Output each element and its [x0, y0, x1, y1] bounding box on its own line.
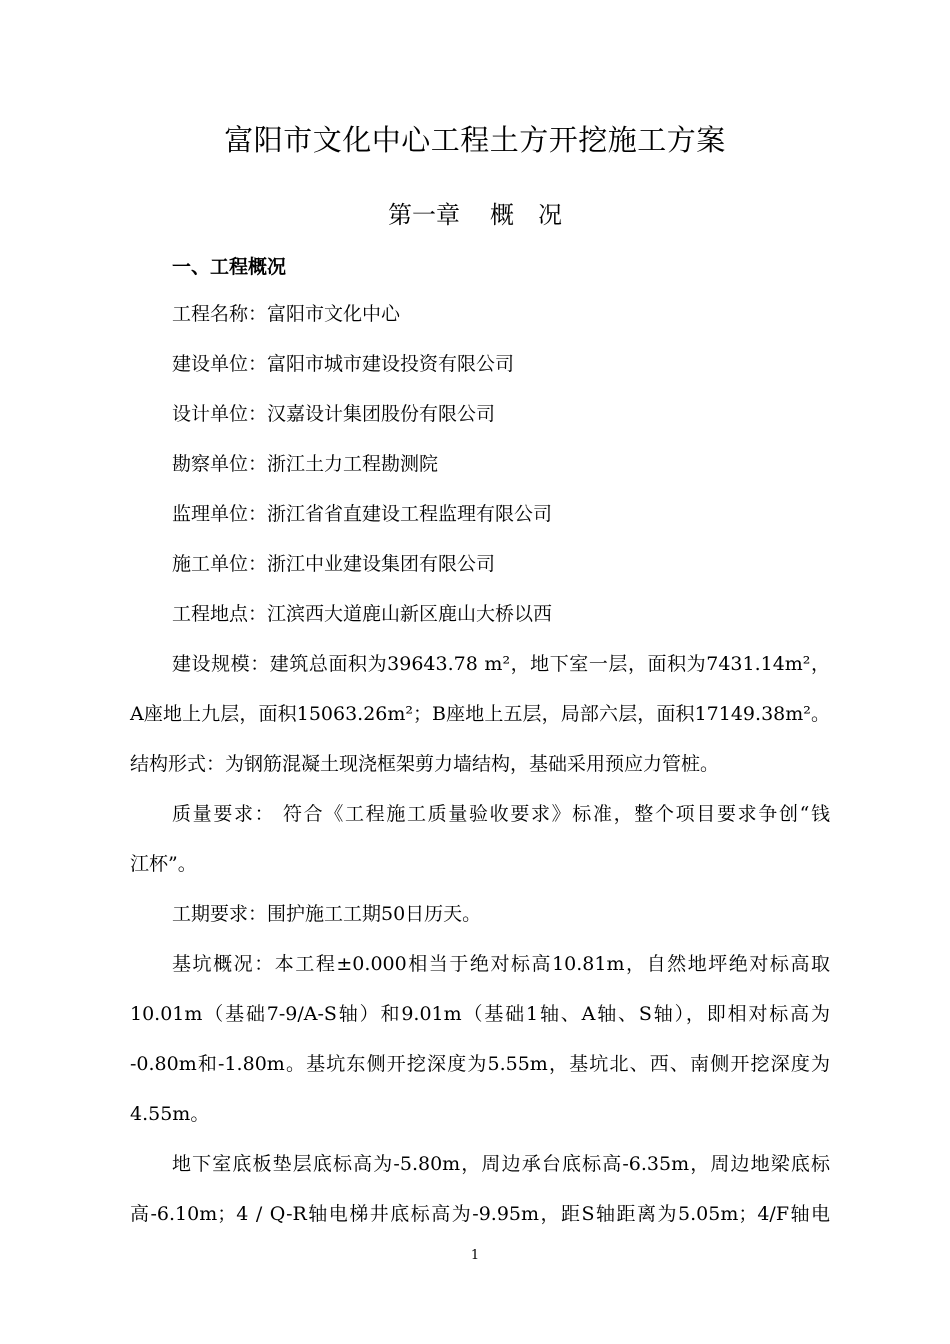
survey-line: 勘察单位：浙江土力工程勘测院 — [172, 453, 439, 475]
chapter-label: 第一章 — [388, 201, 460, 229]
chapter-heading — [0, 197, 950, 233]
document-title: 富阳市文化中心工程土方开挖施工方案 — [224, 123, 726, 157]
project-name-line: 工程名称：富阳市文化中心 — [172, 303, 401, 325]
quality-line-2: 江杯”。 — [130, 853, 197, 875]
structure-line: 结构形式：为钢筋混凝土现浇框架剪力墙结构，基础采用预应力管桩。 — [130, 753, 720, 775]
page-number: 1 — [470, 1248, 480, 1263]
contractor-line: 施工单位：浙江中业建设集团有限公司 — [172, 553, 496, 575]
client-line: 建设单位：富阳市城市建设投资有限公司 — [172, 353, 515, 375]
pit-line-1: 基坑概况：本工程±0.000相当于绝对标高10.81m，自然地坪绝对标高取 — [172, 953, 830, 975]
pit-line-4: 4.55m。 — [130, 1103, 210, 1125]
pit-line-2: 10.01m（基础7-9/A-S轴）和9.01m（基础1轴、A轴、S轴），即相对标高为 — [130, 1003, 830, 1025]
location-line: 工程地点：江滨西大道鹿山新区鹿山大桥以西 — [172, 603, 553, 625]
basement-line-2: 高-6.10m；4 / Q-R轴电梯井底标高为-9.95m，距S轴距离为5.05m；4/F轴电 — [130, 1203, 830, 1225]
chapter-name: 概 况 — [490, 201, 562, 229]
designer-line: 设计单位：汉嘉设计集团股份有限公司 — [172, 403, 496, 425]
supervisor-line: 监理单位：浙江省省直建设工程监理有限公司 — [172, 503, 553, 525]
schedule-line: 工期要求：围护施工工期50日历天。 — [172, 903, 482, 925]
quality-line-1: 质量要求： 符合《工程施工质量验收要求》标准，整个项目要求争创“钱 — [172, 803, 830, 825]
basement-line-1: 地下室底板垫层底标高为-5.80m，周边承台底标高-6.35m，周边地梁底标 — [172, 1153, 830, 1175]
section-heading: 一、工程概况 — [172, 256, 287, 278]
scale-line-1: 建设规模：建筑总面积为39643.78 m²，地下室一层，面积为7431.14m²， — [172, 653, 830, 675]
scale-line-2: A座地上九层，面积15063.26m²；B座地上五层，局部六层，面积17149.38m²。 — [130, 703, 830, 725]
pit-line-3: -0.80m和-1.80m。基坑东侧开挖深度为5.55m，基坑北、西、南侧开挖深度为 — [130, 1053, 830, 1075]
